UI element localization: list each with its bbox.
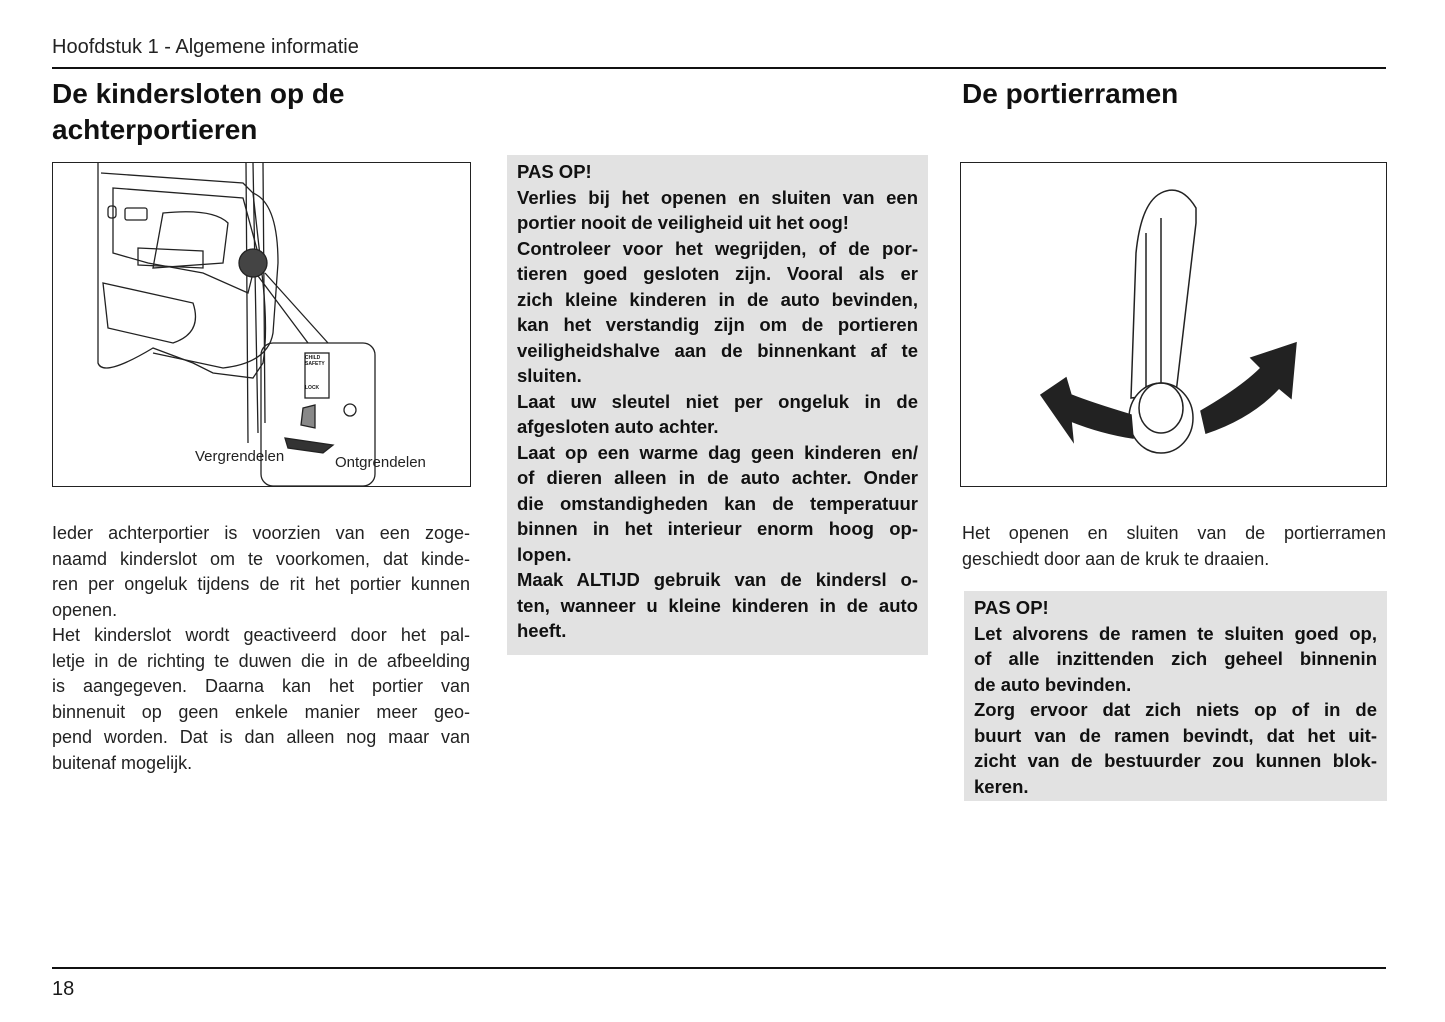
warning-line: of dieren alleen in de auto achter. Onder (517, 467, 918, 488)
warning-line: Verlies bij het openen en sluiten van een (517, 186, 918, 208)
page-number: 18 (52, 978, 75, 1000)
warning-line: heeft. (517, 620, 567, 641)
chapter-header: Hoofdstuk 1 - Algemene informatie (52, 36, 359, 58)
text-line: pend worden. Dat is dan alleen nog maar van (52, 727, 470, 747)
text-line: geschiedt door aan de kruk te draaien. (962, 548, 1270, 569)
title-line: achterportieren (52, 114, 258, 145)
warning-line: Maak ALTIJD gebruik van de kindersl o- (517, 569, 918, 590)
tag-line: LOCK (305, 385, 320, 391)
child-safety-lock-tag (305, 355, 325, 391)
text-line: buitenaf mogelijk. (52, 752, 193, 773)
footer-rule (52, 967, 1386, 969)
warning-line: of alle inzittenden zich geheel binnenin (974, 648, 1377, 669)
section-title-child-locks (52, 76, 345, 148)
text-line: letje in de richting te duwen die in de afbeelding (52, 650, 470, 671)
warning-line: sluiten. (517, 365, 582, 386)
window-crank-illustration (961, 163, 1386, 486)
label-lock: Vergrendelen (195, 448, 285, 465)
window-crank-figure (960, 162, 1387, 487)
warning-line: lopen. (517, 543, 572, 565)
text-line: ren per ongeluk tijdens de rit het portier kunnen (52, 574, 470, 594)
warning-line: veiligheidshalve aan de binnenkant af te (517, 339, 918, 361)
warning-line: zicht van de bestuurder zou kunnen blok- (974, 750, 1377, 771)
warning-line: Laat op een warme dag geen kinderen en/ (517, 441, 918, 463)
warning-line: keren. (974, 775, 1029, 797)
tag-line: SAFETY (305, 361, 325, 367)
warning-line: Let alvorens de ramen te sluiten goed op, (974, 622, 1377, 644)
text-line: Het kinderslot wordt geactiveerd door het pal- (52, 625, 470, 645)
warning-line: portier nooit de veiligheid uit het oog! (517, 212, 849, 233)
title-line: De kindersloten op de (52, 78, 345, 109)
warning-line: Zorg ervoor dat zich niets op of in de (974, 699, 1377, 720)
windows-text (962, 521, 1386, 572)
warning-line: buurt van de ramen bevindt, dat het uit- (974, 724, 1377, 746)
text-line: Ieder achterportier is voorzien van een zoge- (52, 523, 470, 543)
label-unlock: Ontgrendelen (335, 454, 426, 471)
text-line: openen. (52, 599, 118, 620)
warning-line: tieren goed gesloten zijn. Vooral als er (517, 263, 918, 284)
warning-box-doors (507, 155, 928, 655)
warning-line: zich kleine kinderen in de auto bevinden, (517, 288, 918, 310)
text-line: Het openen en sluiten van de portierramen (962, 523, 1386, 543)
warning-line: binnen in het interieur enorm hoog op- (517, 518, 918, 539)
warning-line: die omstandigheden kan de temperatuur (517, 492, 918, 514)
header-rule (52, 67, 1386, 69)
section-title-windows: De portierramen (962, 78, 1179, 109)
tag-line: CHILD (305, 355, 321, 361)
child-lock-figure (52, 162, 471, 487)
door-illustration (53, 163, 470, 486)
warning-line: de auto bevinden. (974, 673, 1132, 695)
warning-box-windows (964, 591, 1387, 801)
warning-title: PAS OP! (974, 597, 1049, 618)
child-lock-text (52, 521, 470, 776)
warning-line: ten, wanneer u kleine kinderen in de auto (517, 594, 918, 616)
text-line: is aangegeven. Daarna kan het portier van (52, 676, 470, 696)
warning-line: kan het verstandig zijn om de portieren (517, 314, 918, 335)
warning-line: Controleer voor het wegrijden, of de por- (517, 237, 918, 259)
text-line: naamd kinderslot om te voorkomen, dat kinde- (52, 548, 470, 569)
text-line: binnenuit op geen enkele manier meer geo- (52, 701, 470, 722)
warning-title: PAS OP! (517, 161, 592, 182)
warning-line: afgesloten auto achter. (517, 416, 719, 437)
warning-line: Laat uw sleutel niet per ongeluk in de (517, 390, 918, 412)
